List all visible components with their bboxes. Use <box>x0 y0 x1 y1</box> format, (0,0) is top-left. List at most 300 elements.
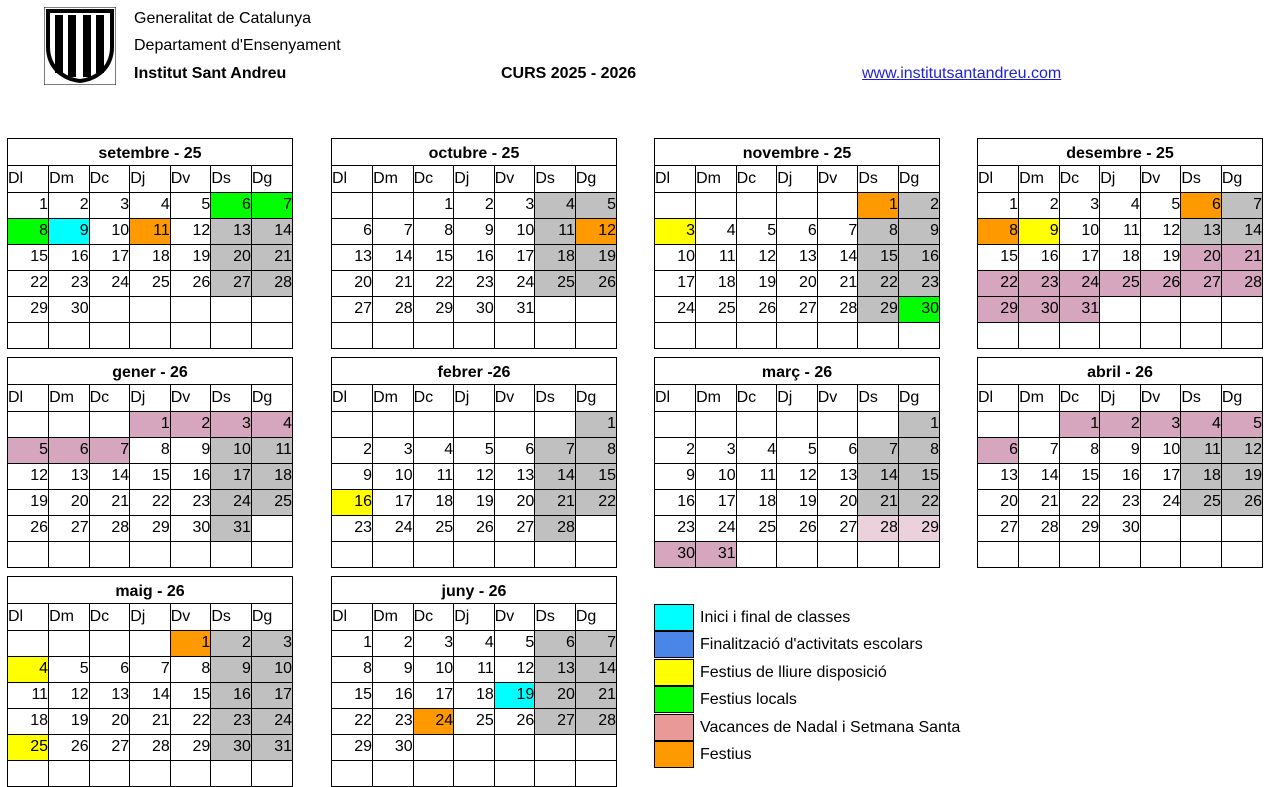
day-cell: 1 <box>130 411 171 437</box>
day-cell <box>655 192 696 218</box>
month-october <box>331 138 617 349</box>
day-cell <box>373 541 414 567</box>
weekday-label: Dm <box>696 166 737 192</box>
weekday-label: Dg <box>898 385 939 411</box>
day-cell: 28 <box>1221 270 1262 296</box>
day-cell <box>373 322 414 348</box>
weekday-label: Ds <box>535 166 576 192</box>
week-row <box>332 656 616 682</box>
day-cell: 7 <box>858 437 899 463</box>
weekday-label: Dj <box>130 166 171 192</box>
day-cell: 24 <box>494 270 535 296</box>
day-cell: 19 <box>49 708 90 734</box>
day-cell: 19 <box>494 682 535 708</box>
day-cell <box>8 411 49 437</box>
day-cell <box>8 630 49 656</box>
day-cell: 20 <box>49 489 90 515</box>
month-may <box>7 576 293 787</box>
week-row <box>8 411 292 437</box>
day-cell: 28 <box>575 708 616 734</box>
weekday-label: Dj <box>1100 385 1141 411</box>
day-cell: 11 <box>8 682 49 708</box>
week-row <box>655 463 939 489</box>
day-cell <box>978 541 1019 567</box>
weekday-label: Dm <box>373 604 414 630</box>
day-cell: 11 <box>251 437 292 463</box>
day-cell: 23 <box>211 708 252 734</box>
day-cell: 13 <box>89 682 130 708</box>
week-row <box>8 656 292 682</box>
weekday-label: Dj <box>454 604 495 630</box>
weekday-label: Dv <box>817 385 858 411</box>
day-cell: 8 <box>8 218 49 244</box>
day-cell: 4 <box>413 437 454 463</box>
day-cell: 20 <box>211 244 252 270</box>
day-cell: 19 <box>8 489 49 515</box>
week-row <box>332 411 616 437</box>
weekday-label: Ds <box>211 166 252 192</box>
day-cell <box>89 630 130 656</box>
day-cell: 18 <box>736 489 777 515</box>
week-row <box>8 192 292 218</box>
calendar-grid <box>8 385 292 567</box>
legend-swatch <box>654 604 694 631</box>
month-title: setembre - 25 <box>8 139 292 166</box>
day-cell <box>817 541 858 567</box>
month-november <box>654 138 940 349</box>
week-row <box>332 734 616 760</box>
day-cell: 25 <box>413 515 454 541</box>
day-cell <box>1181 322 1222 348</box>
day-cell: 1 <box>858 192 899 218</box>
day-cell: 24 <box>211 489 252 515</box>
day-cell <box>1100 541 1141 567</box>
day-cell: 1 <box>332 630 373 656</box>
weekday-label: Dg <box>1221 166 1262 192</box>
day-cell: 8 <box>332 656 373 682</box>
day-cell: 20 <box>978 489 1019 515</box>
day-cell: 19 <box>1140 244 1181 270</box>
day-cell <box>332 760 373 786</box>
day-cell: 24 <box>251 708 292 734</box>
day-cell <box>130 296 171 322</box>
day-cell: 13 <box>777 244 818 270</box>
day-cell: 18 <box>454 682 495 708</box>
week-row <box>8 218 292 244</box>
day-cell: 1 <box>170 630 211 656</box>
day-cell: 6 <box>817 437 858 463</box>
day-cell: 12 <box>736 244 777 270</box>
day-cell: 2 <box>211 630 252 656</box>
day-cell: 11 <box>1181 437 1222 463</box>
day-cell: 22 <box>978 270 1019 296</box>
weekday-label: Dj <box>777 166 818 192</box>
day-cell <box>736 192 777 218</box>
day-cell: 10 <box>211 437 252 463</box>
day-cell <box>1181 515 1222 541</box>
day-cell: 26 <box>1140 270 1181 296</box>
day-cell: 5 <box>736 218 777 244</box>
day-cell: 21 <box>130 708 171 734</box>
day-cell: 22 <box>170 708 211 734</box>
day-cell: 26 <box>454 515 495 541</box>
day-cell: 5 <box>454 437 495 463</box>
day-cell: 15 <box>898 463 939 489</box>
day-cell <box>454 734 495 760</box>
day-cell: 3 <box>655 218 696 244</box>
weekday-label: Dm <box>373 385 414 411</box>
day-cell: 25 <box>251 489 292 515</box>
day-cell: 13 <box>817 463 858 489</box>
day-cell <box>1140 322 1181 348</box>
weekday-label: Dc <box>1059 166 1100 192</box>
day-cell: 3 <box>251 630 292 656</box>
day-cell <box>170 296 211 322</box>
day-cell: 19 <box>454 489 495 515</box>
day-cell <box>1181 296 1222 322</box>
day-cell: 26 <box>1221 489 1262 515</box>
day-cell: 9 <box>1100 437 1141 463</box>
week-row <box>8 296 292 322</box>
day-cell: 22 <box>1059 489 1100 515</box>
day-cell: 6 <box>49 437 90 463</box>
month-march <box>654 357 940 568</box>
day-cell: 14 <box>251 218 292 244</box>
weekday-label: Ds <box>1181 385 1222 411</box>
day-cell: 20 <box>1181 244 1222 270</box>
day-cell <box>777 411 818 437</box>
day-cell: 11 <box>535 218 576 244</box>
day-cell: 29 <box>170 734 211 760</box>
month-title: octubre - 25 <box>332 139 616 166</box>
day-cell <box>1140 541 1181 567</box>
day-cell: 23 <box>373 708 414 734</box>
day-cell: 23 <box>49 270 90 296</box>
week-row <box>332 270 616 296</box>
day-cell <box>211 322 252 348</box>
day-cell <box>49 322 90 348</box>
weekday-label: Dj <box>454 166 495 192</box>
day-cell <box>332 411 373 437</box>
day-cell <box>211 541 252 567</box>
day-cell: 22 <box>332 708 373 734</box>
header-school: Institut Sant Andreu <box>134 65 287 82</box>
day-cell: 3 <box>373 437 414 463</box>
day-cell: 15 <box>8 244 49 270</box>
week-row <box>8 437 292 463</box>
weekday-label: Dl <box>978 166 1019 192</box>
day-cell: 26 <box>575 270 616 296</box>
day-cell: 4 <box>535 192 576 218</box>
day-cell <box>655 322 696 348</box>
day-cell <box>413 734 454 760</box>
day-cell <box>1221 541 1262 567</box>
day-cell: 14 <box>535 463 576 489</box>
day-cell: 23 <box>655 515 696 541</box>
day-cell: 11 <box>413 463 454 489</box>
day-cell: 1 <box>413 192 454 218</box>
day-cell: 26 <box>49 734 90 760</box>
week-row <box>978 218 1262 244</box>
day-cell <box>49 760 90 786</box>
day-cell: 31 <box>696 541 737 567</box>
day-cell: 9 <box>655 463 696 489</box>
day-cell: 6 <box>535 630 576 656</box>
calendar-grid <box>332 604 616 786</box>
day-cell <box>1221 322 1262 348</box>
day-cell: 28 <box>817 296 858 322</box>
day-cell: 6 <box>211 192 252 218</box>
day-cell <box>454 541 495 567</box>
day-cell <box>1059 322 1100 348</box>
day-cell <box>89 760 130 786</box>
website-link[interactable]: www.institutsantandreu.com <box>862 65 1062 82</box>
weekday-label: Dc <box>89 166 130 192</box>
day-cell: 8 <box>170 656 211 682</box>
day-cell <box>535 734 576 760</box>
weekday-label: Dc <box>89 385 130 411</box>
week-row <box>978 489 1262 515</box>
weekday-label: Dg <box>575 166 616 192</box>
day-cell <box>170 322 211 348</box>
day-cell: 15 <box>978 244 1019 270</box>
day-cell: 26 <box>777 515 818 541</box>
day-cell: 22 <box>413 270 454 296</box>
day-cell <box>696 322 737 348</box>
day-cell: 17 <box>373 489 414 515</box>
week-row <box>978 270 1262 296</box>
day-cell <box>8 322 49 348</box>
day-cell: 19 <box>575 244 616 270</box>
day-cell <box>696 411 737 437</box>
day-cell: 30 <box>655 541 696 567</box>
week-row <box>655 515 939 541</box>
day-cell: 2 <box>655 437 696 463</box>
weekday-label: Ds <box>1181 166 1222 192</box>
week-row <box>332 708 616 734</box>
day-cell <box>858 411 899 437</box>
weekday-label: Dl <box>332 604 373 630</box>
day-cell: 15 <box>575 463 616 489</box>
week-row <box>8 630 292 656</box>
day-cell <box>1221 515 1262 541</box>
day-cell: 12 <box>575 218 616 244</box>
day-cell <box>1140 515 1181 541</box>
legend-swatch <box>654 631 694 658</box>
day-cell <box>898 541 939 567</box>
day-cell: 27 <box>817 515 858 541</box>
day-cell: 5 <box>1140 192 1181 218</box>
day-cell: 10 <box>89 218 130 244</box>
day-cell: 13 <box>49 463 90 489</box>
day-cell: 9 <box>211 656 252 682</box>
day-cell <box>736 411 777 437</box>
day-cell: 8 <box>413 218 454 244</box>
weekday-label: Dl <box>978 385 1019 411</box>
calendar-grid <box>978 385 1262 567</box>
weekday-header-row <box>978 385 1262 411</box>
day-cell <box>1019 411 1060 437</box>
weekday-label: Dc <box>89 604 130 630</box>
day-cell: 24 <box>373 515 414 541</box>
weekday-header-row <box>978 166 1262 192</box>
day-cell: 3 <box>211 411 252 437</box>
day-cell: 23 <box>1019 270 1060 296</box>
week-row <box>978 192 1262 218</box>
day-cell <box>817 192 858 218</box>
day-cell <box>978 322 1019 348</box>
day-cell: 29 <box>8 296 49 322</box>
day-cell: 7 <box>1221 192 1262 218</box>
weekday-label: Dv <box>170 604 211 630</box>
day-cell: 25 <box>1100 270 1141 296</box>
day-cell: 10 <box>251 656 292 682</box>
month-december <box>977 138 1263 349</box>
day-cell: 21 <box>1019 489 1060 515</box>
weekday-header-row <box>8 166 292 192</box>
day-cell <box>413 541 454 567</box>
weekday-label: Dv <box>170 166 211 192</box>
weekday-label: Ds <box>858 385 899 411</box>
day-cell: 16 <box>1100 463 1141 489</box>
day-cell: 27 <box>211 270 252 296</box>
weekday-label: Dg <box>251 604 292 630</box>
day-cell: 29 <box>332 734 373 760</box>
weekday-label: Dc <box>736 166 777 192</box>
day-cell: 27 <box>89 734 130 760</box>
day-cell: 15 <box>1059 463 1100 489</box>
day-cell: 18 <box>1181 463 1222 489</box>
day-cell: 9 <box>332 463 373 489</box>
legend-label: Inici i final de classes <box>700 609 851 626</box>
day-cell: 14 <box>373 244 414 270</box>
month-title: juny - 26 <box>332 577 616 604</box>
legend-swatch <box>654 741 694 768</box>
day-cell <box>130 322 171 348</box>
day-cell: 9 <box>373 656 414 682</box>
legend-swatch <box>654 714 694 741</box>
day-cell <box>251 322 292 348</box>
weekday-label: Ds <box>211 385 252 411</box>
week-row <box>332 489 616 515</box>
month-title: abril - 26 <box>978 358 1262 385</box>
day-cell <box>494 760 535 786</box>
day-cell: 30 <box>1100 515 1141 541</box>
day-cell: 30 <box>49 296 90 322</box>
day-cell: 17 <box>1059 244 1100 270</box>
weekday-label: Dv <box>170 385 211 411</box>
day-cell: 20 <box>777 270 818 296</box>
day-cell: 12 <box>454 463 495 489</box>
day-cell: 10 <box>373 463 414 489</box>
weekday-label: Dl <box>332 385 373 411</box>
weekday-label: Dj <box>777 385 818 411</box>
day-cell: 7 <box>89 437 130 463</box>
day-cell: 9 <box>898 218 939 244</box>
day-cell: 30 <box>898 296 939 322</box>
weekday-label: Dl <box>8 604 49 630</box>
day-cell: 5 <box>8 437 49 463</box>
day-cell: 24 <box>696 515 737 541</box>
day-cell <box>89 296 130 322</box>
week-row <box>332 760 616 786</box>
month-title: novembre - 25 <box>655 139 939 166</box>
day-cell: 17 <box>494 244 535 270</box>
day-cell: 28 <box>858 515 899 541</box>
week-row <box>655 489 939 515</box>
day-cell: 23 <box>332 515 373 541</box>
week-row <box>978 463 1262 489</box>
day-cell: 7 <box>130 656 171 682</box>
day-cell: 4 <box>130 192 171 218</box>
day-cell <box>858 541 899 567</box>
day-cell: 16 <box>211 682 252 708</box>
weekday-header-row <box>8 385 292 411</box>
day-cell: 20 <box>89 708 130 734</box>
day-cell: 3 <box>1140 411 1181 437</box>
day-cell: 18 <box>130 244 171 270</box>
day-cell: 12 <box>1221 437 1262 463</box>
day-cell <box>575 541 616 567</box>
day-cell: 14 <box>130 682 171 708</box>
day-cell: 23 <box>898 270 939 296</box>
day-cell <box>858 322 899 348</box>
day-cell: 16 <box>373 682 414 708</box>
week-row <box>332 630 616 656</box>
day-cell <box>777 541 818 567</box>
day-cell <box>817 322 858 348</box>
day-cell: 3 <box>1059 192 1100 218</box>
day-cell: 13 <box>332 244 373 270</box>
day-cell: 12 <box>1140 218 1181 244</box>
day-cell: 24 <box>655 296 696 322</box>
day-cell: 4 <box>736 437 777 463</box>
header-department: Departament d'Ensenyament <box>134 37 341 54</box>
day-cell <box>332 541 373 567</box>
day-cell <box>575 734 616 760</box>
day-cell <box>413 322 454 348</box>
day-cell: 6 <box>89 656 130 682</box>
day-cell: 10 <box>1140 437 1181 463</box>
week-row <box>8 322 292 348</box>
day-cell: 7 <box>1019 437 1060 463</box>
calendar-grid <box>8 604 292 786</box>
day-cell: 17 <box>655 270 696 296</box>
day-cell <box>211 760 252 786</box>
day-cell <box>535 541 576 567</box>
week-row <box>655 296 939 322</box>
day-cell: 2 <box>170 411 211 437</box>
week-row <box>655 192 939 218</box>
calendar-grid <box>332 385 616 567</box>
day-cell <box>251 760 292 786</box>
day-cell: 22 <box>858 270 899 296</box>
week-row <box>8 463 292 489</box>
weekday-label: Dl <box>655 385 696 411</box>
day-cell: 27 <box>777 296 818 322</box>
day-cell: 28 <box>89 515 130 541</box>
day-cell: 10 <box>1059 218 1100 244</box>
weekday-label: Dj <box>130 604 171 630</box>
weekday-header-row <box>332 604 616 630</box>
weekday-label: Dc <box>736 385 777 411</box>
weekday-label: Dg <box>1221 385 1262 411</box>
day-cell: 2 <box>373 630 414 656</box>
day-cell: 16 <box>655 489 696 515</box>
day-cell <box>211 296 252 322</box>
week-row <box>8 734 292 760</box>
day-cell: 2 <box>898 192 939 218</box>
